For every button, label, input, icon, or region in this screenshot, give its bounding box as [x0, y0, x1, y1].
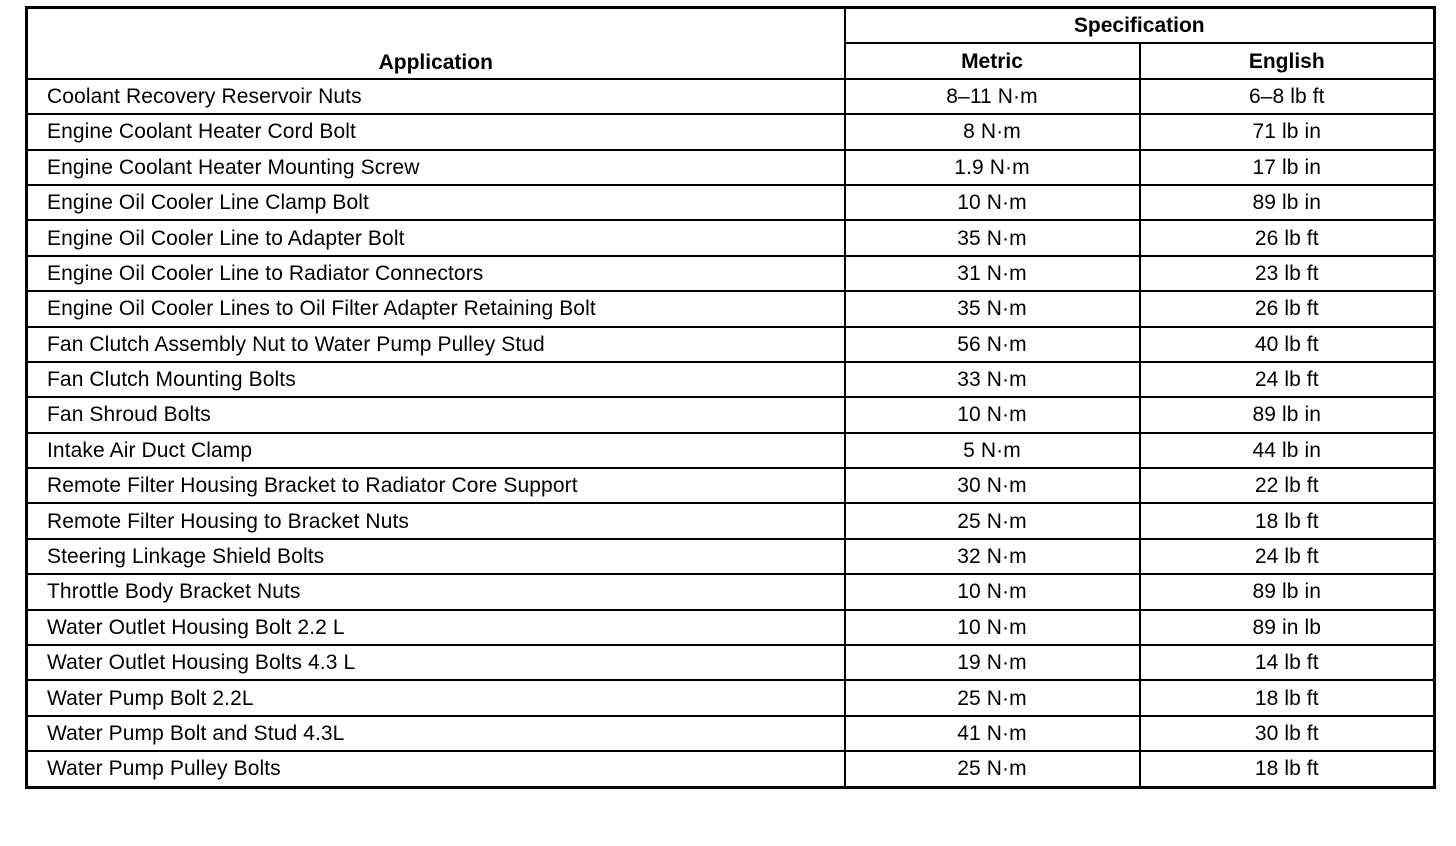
metric-cell: 10 N·m: [845, 574, 1140, 609]
table-row: [27, 327, 1435, 362]
table-row: [27, 610, 1435, 645]
table-row: [27, 645, 1435, 680]
application-cell: Engine Coolant Heater Cord Bolt: [27, 114, 845, 149]
metric-cell: 25 N·m: [845, 680, 1140, 715]
english-cell: 23 lb ft: [1140, 256, 1435, 291]
application-cell: Remote Filter Housing to Bracket Nuts: [27, 503, 845, 538]
application-cell: Intake Air Duct Clamp: [27, 433, 845, 468]
table-row: [27, 433, 1435, 468]
metric-cell: 56 N·m: [845, 327, 1140, 362]
english-cell: 40 lb ft: [1140, 327, 1435, 362]
english-cell: 24 lb ft: [1140, 362, 1435, 397]
metric-cell: 32 N·m: [845, 539, 1140, 574]
application-cell: Throttle Body Bracket Nuts: [27, 574, 845, 609]
application-cell: Engine Oil Cooler Line to Radiator Connectors: [27, 256, 845, 291]
header-row-top: [27, 8, 1435, 44]
table-row: [27, 539, 1435, 574]
english-cell: 17 lb in: [1140, 150, 1435, 185]
english-cell: 22 lb ft: [1140, 468, 1435, 503]
application-header: Application: [27, 8, 845, 79]
metric-cell: 10 N·m: [845, 185, 1140, 220]
metric-cell: 25 N·m: [845, 751, 1140, 787]
application-cell: Steering Linkage Shield Bolts: [27, 539, 845, 574]
application-cell: Water Pump Pulley Bolts: [27, 751, 845, 787]
english-cell: 14 lb ft: [1140, 645, 1435, 680]
table-row: [27, 150, 1435, 185]
table-row: [27, 503, 1435, 538]
table-row: [27, 680, 1435, 715]
table-row: [27, 468, 1435, 503]
english-cell: 89 lb in: [1140, 397, 1435, 432]
metric-cell: 41 N·m: [845, 716, 1140, 751]
english-cell: 44 lb in: [1140, 433, 1435, 468]
english-cell: 6–8 lb ft: [1140, 79, 1435, 114]
table-row: [27, 362, 1435, 397]
table-row: [27, 716, 1435, 751]
english-cell: 24 lb ft: [1140, 539, 1435, 574]
table-row: [27, 397, 1435, 432]
table-row: [27, 574, 1435, 609]
torque-spec-table: [25, 6, 1436, 789]
table-row: [27, 185, 1435, 220]
application-cell: Engine Coolant Heater Mounting Screw: [27, 150, 845, 185]
application-cell: Fan Clutch Assembly Nut to Water Pump Pulley Stud: [27, 327, 845, 362]
application-cell: Engine Oil Cooler Line to Adapter Bolt: [27, 220, 845, 255]
english-cell: 26 lb ft: [1140, 291, 1435, 326]
table-row: [27, 751, 1435, 787]
metric-header: Metric: [845, 43, 1140, 78]
metric-cell: 8 N·m: [845, 114, 1140, 149]
specification-header: Specification: [845, 8, 1435, 44]
metric-cell: 10 N·m: [845, 610, 1140, 645]
metric-cell: 1.9 N·m: [845, 150, 1140, 185]
metric-cell: 5 N·m: [845, 433, 1140, 468]
table-header: [27, 8, 1435, 79]
application-cell: Fan Clutch Mounting Bolts: [27, 362, 845, 397]
application-cell: Engine Oil Cooler Line Clamp Bolt: [27, 185, 845, 220]
application-cell: Water Outlet Housing Bolt 2.2 L: [27, 610, 845, 645]
metric-cell: 10 N·m: [845, 397, 1140, 432]
metric-cell: 33 N·m: [845, 362, 1140, 397]
application-cell: Water Pump Bolt and Stud 4.3L: [27, 716, 845, 751]
english-cell: 30 lb ft: [1140, 716, 1435, 751]
metric-cell: 30 N·m: [845, 468, 1140, 503]
english-cell: 71 lb in: [1140, 114, 1435, 149]
metric-cell: 31 N·m: [845, 256, 1140, 291]
metric-cell: 35 N·m: [845, 220, 1140, 255]
english-cell: 18 lb ft: [1140, 680, 1435, 715]
table-row: [27, 79, 1435, 114]
application-cell: Remote Filter Housing Bracket to Radiator Core Support: [27, 468, 845, 503]
table-row: [27, 291, 1435, 326]
application-cell: Engine Oil Cooler Lines to Oil Filter Adapter Retaining Bolt: [27, 291, 845, 326]
english-cell: 18 lb ft: [1140, 503, 1435, 538]
english-cell: 18 lb ft: [1140, 751, 1435, 787]
english-cell: 26 lb ft: [1140, 220, 1435, 255]
application-cell: Fan Shroud Bolts: [27, 397, 845, 432]
metric-cell: 8–11 N·m: [845, 79, 1140, 114]
metric-cell: 35 N·m: [845, 291, 1140, 326]
english-cell: 89 lb in: [1140, 185, 1435, 220]
application-cell: Water Pump Bolt 2.2L: [27, 680, 845, 715]
application-cell: Coolant Recovery Reservoir Nuts: [27, 79, 845, 114]
metric-cell: 19 N·m: [845, 645, 1140, 680]
application-cell: Water Outlet Housing Bolts 4.3 L: [27, 645, 845, 680]
english-header: English: [1140, 43, 1435, 78]
metric-cell: 25 N·m: [845, 503, 1140, 538]
english-cell: 89 in lb: [1140, 610, 1435, 645]
table-body: [27, 79, 1435, 787]
table-row: [27, 256, 1435, 291]
table-row: [27, 114, 1435, 149]
table-row: [27, 220, 1435, 255]
english-cell: 89 lb in: [1140, 574, 1435, 609]
